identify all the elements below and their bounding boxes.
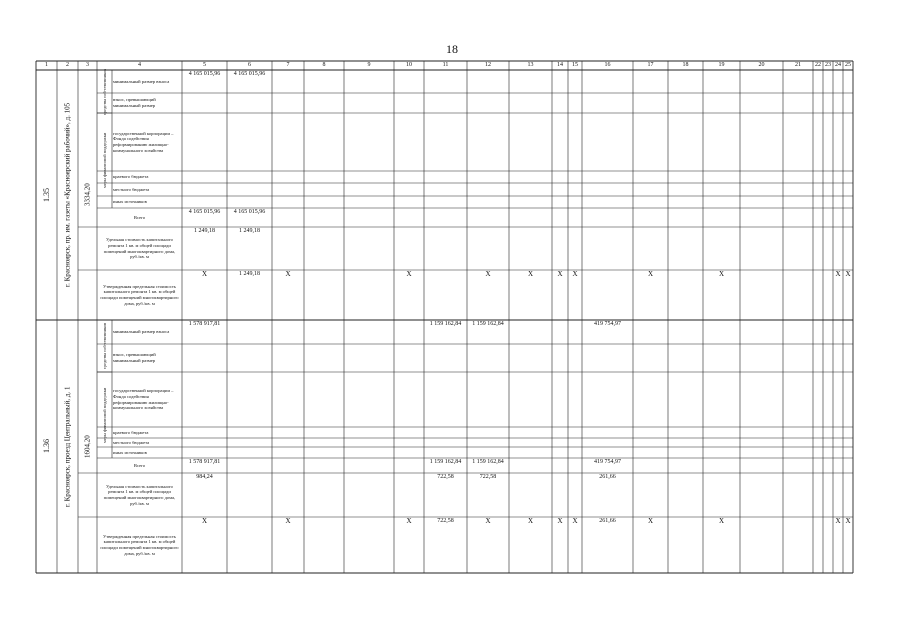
group-own-funds: средства соб-ственников: [102, 322, 107, 370]
x-mark-limit-col17: X: [647, 518, 654, 525]
block-number: 1.35: [42, 188, 51, 202]
value-total-col11: 1 159 162,84: [429, 459, 462, 465]
header-col-9: 9: [367, 62, 371, 68]
x-mark-limit-col17: X: [647, 271, 654, 278]
header-col-5: 5: [203, 62, 206, 68]
value-limit-col11: 722,58: [437, 518, 454, 524]
x-mark-limit-col7: X: [285, 271, 291, 278]
x-mark-limit-col10: X: [406, 518, 412, 525]
block-address: г. Красноярск, пр. им. газеты «Красноярский рабочий», д. 105: [63, 102, 72, 288]
value-total-col6: 4 165 015,96: [233, 209, 266, 215]
header-col-23: 23: [825, 62, 831, 68]
value-specific-col5: 1 249,18: [194, 228, 215, 234]
x-mark-limit-col14: X: [557, 271, 563, 278]
row-label-limit: Утвержденная предельная стоимость капитального ремонта 1 кв. м общей площади помещений многоквартирного дома, руб./кв. м: [100, 283, 179, 306]
x-mark-limit-col5: X: [201, 271, 208, 278]
row-label-other: иных источников: [113, 449, 147, 455]
value-total-col12: 1 159 162,84: [472, 459, 504, 465]
value-min-col12: 1 159 162,84: [472, 321, 504, 327]
header-col-14: 14: [557, 62, 563, 68]
header-col-20: 20: [758, 62, 765, 68]
row-label-total: Всего: [133, 462, 146, 468]
value-total-col5: 4 165 015,96: [188, 209, 221, 215]
group-own-funds: средства соб-ственников: [102, 68, 107, 115]
x-mark-limit-col5: X: [201, 518, 208, 525]
block-area: 3334,20: [83, 183, 92, 207]
value-min-col5: 1 578 917,81: [188, 321, 221, 327]
row-label-min: минимальный размер взноса: [113, 78, 170, 84]
header-col-15: 15: [572, 62, 578, 68]
page-number: 18: [446, 42, 458, 56]
header-col-2: 2: [66, 62, 69, 68]
row-label-total: Всего: [133, 214, 146, 220]
block-area: 1604,20: [83, 435, 92, 458]
row-label-local: местного бюджета: [113, 186, 150, 192]
row-label-limit: Утвержденная предельная стоимость капитального ремонта 1 кв. м общей площади помещений многоквартирного дома, руб./кв. м: [100, 533, 179, 556]
header-col-11: 11: [442, 62, 449, 68]
group-financial-support: меры финансовой поддержки: [102, 387, 107, 443]
header-col-13: 13: [527, 62, 534, 68]
x-mark-limit-col13: X: [527, 518, 534, 525]
x-mark-limit-col25: X: [845, 271, 851, 278]
value-total-col5: 1 578 917,81: [188, 459, 221, 465]
header-col-25: 25: [845, 62, 851, 68]
row-label-local: местного бюджета: [113, 439, 150, 445]
group-financial-support: меры финансовой поддержки: [102, 132, 107, 189]
value-min-col6: 4 165 015,96: [233, 71, 266, 77]
header-col-17: 17: [647, 62, 654, 68]
row-label-specific: Удельная стоимость капитального ремонта 1 кв. м общей площади помещений многоквартирного дома, руб./кв. м: [103, 483, 176, 506]
x-mark-limit-col19: X: [718, 518, 725, 525]
value-specific-col5: 984,24: [196, 474, 213, 480]
row-label-over: взнос, превышающий минимальный размер: [113, 97, 156, 108]
x-mark-limit-col24: X: [835, 518, 841, 525]
row-label-fund: государственной корпорации – Фонда содействия реформированию жилищно-коммунального хозяйства: [113, 130, 174, 153]
row-label-other: иных источников: [113, 199, 147, 205]
value-specific-col12: 722,58: [479, 474, 497, 480]
header-col-16: 16: [604, 62, 611, 68]
x-mark-limit-col24: X: [835, 271, 841, 278]
value-specific-col6: 1 249,18: [239, 228, 260, 234]
value-limit-col16: 261,66: [599, 518, 616, 524]
row-label-regional: краевого бюджета: [113, 174, 149, 180]
header-col-4: 4: [138, 62, 141, 68]
x-mark-limit-col19: X: [718, 271, 725, 278]
header-col-1: 1: [45, 62, 48, 68]
value-min-col11: 1 159 162,84: [429, 321, 462, 327]
value-specific-col11: 722,58: [437, 474, 454, 480]
header-col-24: 24: [835, 62, 841, 68]
value-min-col16: 419 754,97: [594, 321, 621, 327]
header-col-12: 12: [485, 62, 491, 68]
x-mark-limit-col13: X: [527, 271, 534, 278]
x-mark-limit-col15: X: [572, 518, 578, 525]
row-label-specific: Удельная стоимость капитального ремонта 1 кв. м общей площади помещений многоквартирного дома, руб./кв. м: [103, 237, 176, 260]
value-specific-col16: 261,66: [599, 474, 616, 480]
header-col-10: 10: [406, 62, 412, 68]
x-mark-limit-col14: X: [557, 518, 563, 525]
x-mark-limit-col12: X: [485, 518, 491, 525]
x-mark-limit-col12: X: [485, 271, 491, 278]
value-total-col16: 419 754,97: [594, 459, 621, 465]
x-mark-limit-col7: X: [285, 518, 291, 525]
value-limit-col6: 1 249,18: [239, 271, 260, 277]
header-col-18: 18: [682, 62, 689, 68]
header-col-21: 21: [795, 62, 801, 68]
header-col-6: 6: [248, 62, 251, 68]
row-label-fund: государственной корпорации – Фонда содействия реформированию жилищно-коммунального хозяйства: [113, 388, 174, 411]
header-col-22: 22: [815, 62, 821, 68]
block-address: г. Красноярск, проезд Центральный, д. 1: [63, 386, 72, 507]
row-label-min: минимальный размер взноса: [113, 329, 170, 335]
header-col-8: 8: [322, 62, 326, 68]
header-col-7: 7: [286, 62, 290, 68]
value-min-col5: 4 165 015,96: [188, 71, 221, 77]
block-number: 1.36: [42, 439, 51, 454]
x-mark-limit-col25: X: [845, 518, 851, 525]
x-mark-limit-col10: X: [406, 271, 412, 278]
x-mark-limit-col15: X: [572, 271, 578, 278]
header-col-19: 19: [718, 62, 725, 68]
row-label-over: взнос, превышающий минимальный размер: [113, 352, 156, 363]
row-label-regional: краевого бюджета: [113, 429, 149, 435]
header-col-3: 3: [86, 62, 89, 68]
